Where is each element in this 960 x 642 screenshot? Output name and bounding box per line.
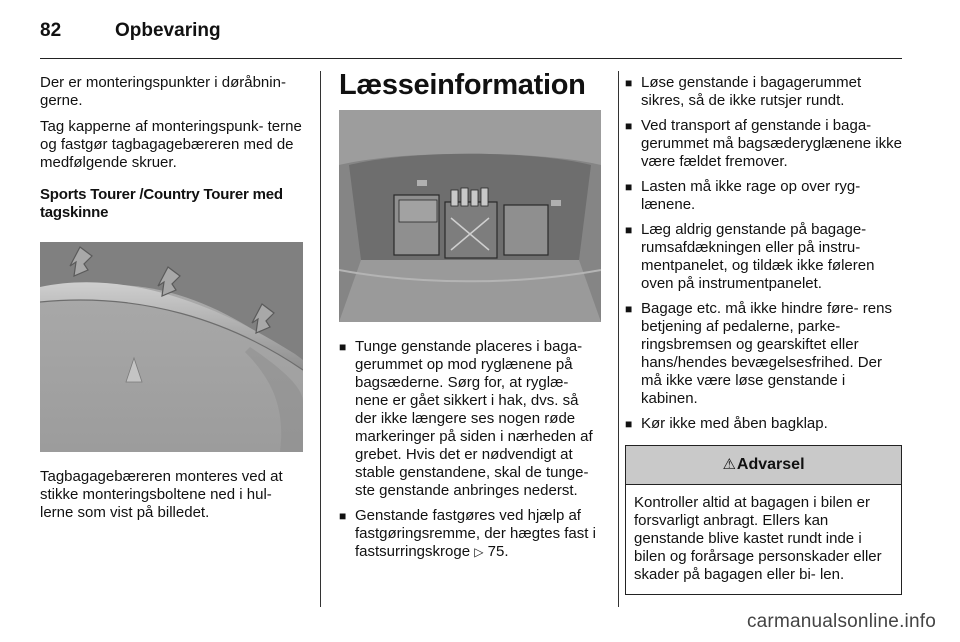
column-middle (339, 69, 601, 568)
warning-text: Kontroller altid at bagagen i bilen er forsvarligt anbragt. Ellers kan genstande blive kastet rundt inde i bilen og forårsage personskader eller skader på bagagen eller bi- len. (634, 494, 882, 583)
lashing-eye (551, 200, 561, 206)
warning-header (626, 446, 901, 485)
page-reference-link[interactable]: 75. (487, 543, 509, 560)
list-item: ■ Læg aldrig genstande på bagage- rumsafdækningen eller på instru- mentpanelet, og tildæk ikke føleren oven på instrumentpanelet. (625, 221, 875, 292)
safety-bullet-list (625, 74, 902, 433)
lashing-eye (417, 180, 427, 186)
warning-triangle-icon: ⚠ (722, 456, 736, 473)
paragraph-mounting-points: Der er monteringspunkter i døråbnin- gerne. (40, 74, 286, 109)
bumper (339, 260, 601, 322)
header-divider (40, 58, 902, 59)
list-item: ■ Lasten må ikke rage op over ryg- lænene. (625, 178, 861, 213)
section-heading: Læsseinformation (339, 69, 586, 101)
warning-box (625, 445, 902, 595)
list-item: ■ Ved transport af genstande i baga- gerummet må bagsæderyglænene ikke være fældet fremover. (625, 117, 902, 170)
trunk-loading-illustration (339, 110, 601, 322)
list-item: ■ Tunge genstande placeres i baga- gerummet op mod ryglænene på bagsæderne. Sørg for, at ryglæ- nene er gået sikkert i hak, dvs. så der ikke længere ses nogen røde markeringer på siden i nærheden af grebet. Hvis det er nødvendigt at stable genstandene, skal de tunge- ste genstande anbringes nederst. (339, 338, 593, 499)
roof-rail-illustration (40, 242, 303, 452)
loading-bullet-list (339, 338, 601, 561)
list-item: ■ Genstande fastgøres ved hjælp af fastgøringsremme, der hægtes fast i fastsurringskroge ▷ 75. (339, 507, 596, 560)
page-header (40, 20, 900, 54)
box-right (504, 205, 548, 255)
list-item: ■ Løse genstande i bagagerummet sikres, så de ikke rutsjer rundt. (625, 74, 862, 109)
list-item: ■ Kør ikke med åben bagklap. (625, 415, 828, 432)
page-number: 82 (40, 20, 62, 41)
column-divider-1 (320, 71, 321, 607)
list-item: ■ Bagage etc. må ikke hindre føre- rens betjening af pedalerne, parke- ringsbremsen og gearskiftet eller hans/hendes bevægelsesfrihed. Der må ikke være løse genstande i kabinen. (625, 300, 892, 407)
watermark: carmanualsonline.info (746, 611, 936, 632)
page-reference-icon: ▷ (474, 545, 484, 559)
subheading-sports-tourer: Sports Tourer /Country Tourer med tagskinne (40, 186, 283, 221)
paragraph-remove-caps: Tag kapperne af monteringspunk- terne og fastgør tagbagagebæreren med de medfølgende skruer. (40, 118, 302, 171)
warning-title: Advarsel (736, 456, 805, 473)
column-left (40, 74, 306, 530)
page-title: Opbevaring (115, 20, 221, 41)
paragraph-insert-bolts: Tagbagagebæreren monteres ved at stikke monteringsboltene ned i hul- lerne som vist på billedet. (40, 468, 283, 521)
column-divider-2 (618, 71, 619, 607)
column-right (625, 74, 902, 595)
